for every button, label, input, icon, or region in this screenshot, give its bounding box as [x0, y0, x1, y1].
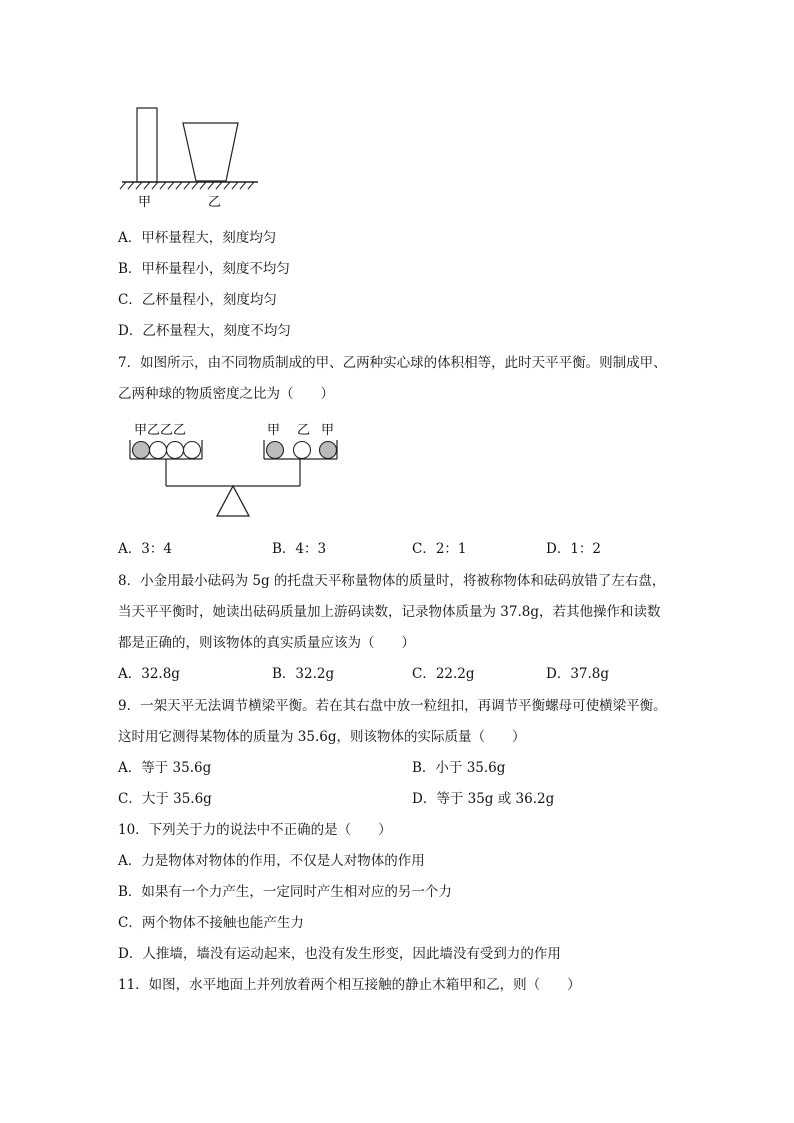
- left-ball-yi-1: [150, 442, 167, 459]
- q8-stem-line3: 都是正确的，则该物体的真实质量应该为（ ）: [118, 635, 415, 651]
- q7-stem-line2: 乙两种球的物质密度之比为（ ）: [118, 386, 334, 402]
- q8-option-d: D．37.8g: [546, 666, 610, 682]
- cup-jia: [137, 108, 157, 182]
- right-pan-label-yi: 乙: [297, 423, 311, 438]
- q8-option-c: C．22.2g: [412, 666, 475, 682]
- q6-option-b: B．甲杯量程小，刻度不均匀: [118, 261, 290, 277]
- right-ball-jia-1: [267, 442, 284, 459]
- balance-fulcrum: [217, 486, 249, 516]
- q7-option-b: B．4：3: [272, 541, 327, 557]
- q9-option-c: C．大于 35.6g: [118, 791, 212, 807]
- q10-option-a: A．力是物体对物体的作用，不仅是人对物体的作用: [118, 853, 425, 869]
- right-pan-label-jia-1: 甲: [267, 423, 281, 438]
- cup-label-jia: 甲: [138, 195, 152, 210]
- q9-stem-line2: 这时用它测得某物体的质量为 35.6g，则该物体的实际质量（ ）: [118, 729, 526, 745]
- q10-option-d: D．人推墙，墙没有运动起来，也没有发生形变，因此墙没有受到力的作用: [118, 946, 561, 962]
- q8-stem-line2: 当天平平衡时，她读出砝码质量加上游码读数，记录物体质量为 37.8g，若其他操作和读数: [118, 604, 661, 620]
- left-ball-jia: [133, 442, 150, 459]
- ground-hatching: [120, 182, 254, 189]
- cup-yi: [183, 123, 238, 181]
- left-pan-label: 甲乙乙乙: [134, 423, 187, 438]
- q11-stem: 11．如图，水平地面上并列放着两个相互接触的静止木箱甲和乙，则（ ）: [118, 977, 581, 993]
- q7-option-a: A．3：4: [118, 541, 172, 557]
- q10-stem: 10．下列关于力的说法中不正确的是（ ）: [118, 822, 392, 838]
- right-pan-label-jia-2: 甲: [321, 423, 335, 438]
- right-ball-jia-2: [320, 442, 337, 459]
- q9-option-b: B．小于 35.6g: [412, 760, 506, 776]
- q7-stem-line1: 7．如图所示，由不同物质制成的甲、乙两种实心球的体积相等，此时天平平衡。则制成甲、: [118, 355, 667, 371]
- q8-stem-line1: 8．小金用最小砝码为 5g 的托盘天平称量物体的质量时，将被称物体和砝码放错了左右盘，: [118, 573, 666, 589]
- left-ball-yi-2: [167, 442, 184, 459]
- left-ball-yi-3: [184, 442, 201, 459]
- right-ball-yi: [294, 442, 311, 459]
- q10-option-c: C．两个物体不接触也能产生力: [118, 915, 304, 931]
- q9-option-a: A．等于 35.6g: [118, 760, 212, 776]
- q10-option-b: B．如果有一个力产生，一定同时产生相对应的另一个力: [118, 884, 452, 900]
- q6-option-d: D．乙杯量程大，刻度不均匀: [118, 323, 291, 339]
- q7-option-d: D．1：2: [546, 541, 602, 557]
- cups-figure: [118, 100, 268, 215]
- q6-option-c: C．乙杯量程小，刻度均匀: [118, 292, 277, 308]
- q8-option-a: A．32.8g: [118, 666, 180, 682]
- cup-label-yi: 乙: [208, 195, 222, 210]
- q7-option-c: C．2：1: [412, 541, 467, 557]
- q9-option-d: D．等于 35g 或 36.2g: [412, 791, 555, 807]
- balance-figure: [122, 418, 352, 523]
- balance-beam: [166, 459, 300, 486]
- q8-option-b: B．32.2g: [272, 666, 335, 682]
- q6-option-a: A．甲杯量程大，刻度均匀: [118, 230, 277, 246]
- q9-stem-line1: 9．一架天平无法调节横梁平衡。若在其右盘中放一粒纽扣，再调节平衡螺母可使横梁平衡。: [118, 698, 667, 714]
